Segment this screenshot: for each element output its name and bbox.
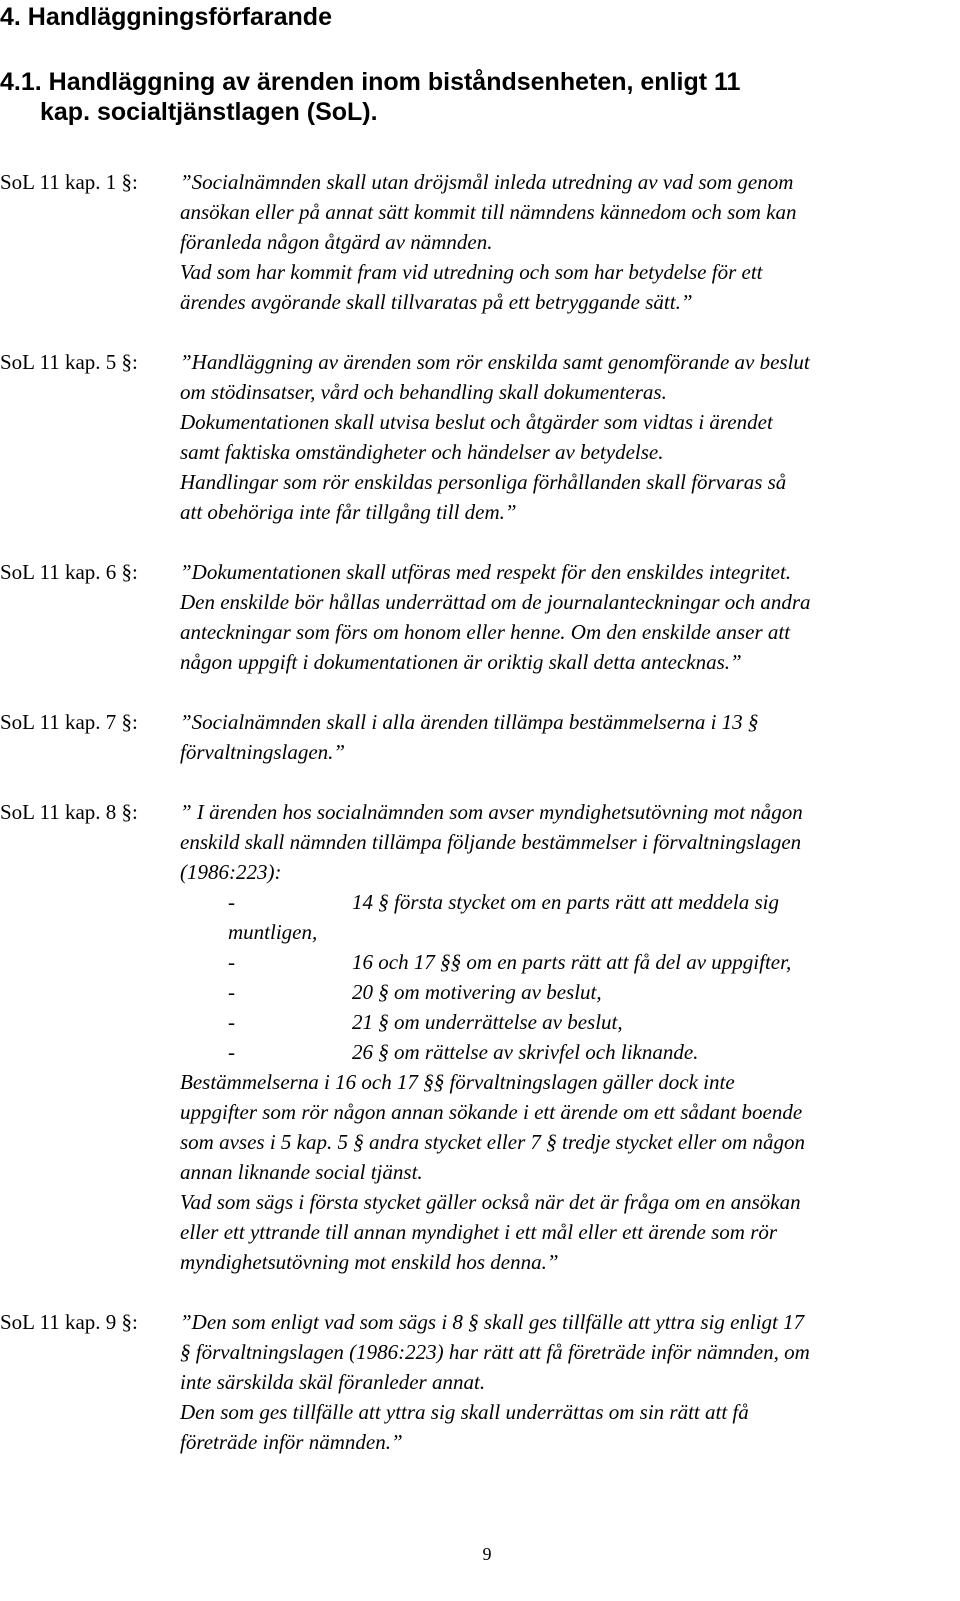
text-line: Den enskilde bör hållas underrättad om de journalanteckningar och andra [180,590,811,614]
text-line: ärendes avgörande skall tillvaratas på ett betryggande sätt.” [180,290,693,314]
subsection-heading [0,67,740,127]
list-dash: - [228,980,235,1004]
text-line: enskild skall nämnden tillämpa följande bestämmelser i förvaltningslagen [180,830,802,854]
list-item [180,947,950,977]
law-text [180,707,950,767]
page-number-text: 9 [482,1544,492,1564]
text-line: Vad som sägs i första stycket gäller också när det är fråga om en ansökan [180,1190,801,1214]
law-text [180,347,950,527]
subsection-heading-line-1: 4.1. Handläggning av ärenden inom biståndsenheten, enligt 11 [0,68,741,96]
text-line: ”Den som enligt vad som sägs i 8 § skall ges tillfälle att yttra sig enligt 17 [180,1310,805,1334]
text-line: som avses i 5 kap. 5 § andra stycket eller 7 § tredje stycket eller om någon [180,1130,805,1154]
law-text [180,167,950,317]
law-text [180,1307,950,1457]
text-line: inte särskilda skäl föranleder annat. [180,1370,486,1394]
law-text [180,797,950,1277]
section-heading: 4. Handläggningsförfarande [0,3,332,31]
text-line: § förvaltningslagen (1986:223) har rätt att få företräde inför nämnden, om [180,1340,810,1364]
text-line: annan liknande social tjänst. [180,1160,423,1184]
list-item-text: 20 § om motivering av beslut, [352,980,602,1004]
list-item [180,1037,950,1067]
list-dash: - [228,950,235,974]
text-line: ”Handläggning av ärenden som rör enskilda samt genomförande av beslut [180,350,810,374]
list-item [180,1007,950,1037]
list-dash: - [228,1010,235,1034]
text-line: Handlingar som rör enskildas personliga förhållanden skall förvaras så [180,470,787,494]
text-line: ”Socialnämnden skall i alla ärenden tillämpa bestämmelserna i 13 § [180,710,759,734]
text-line: ”Dokumentationen skall utföras med respekt för den enskildes integritet. [180,560,792,584]
list-item-continuation: muntligen, [228,920,318,944]
list-item-text: 21 § om underrättelse av beslut, [352,1010,623,1034]
list-item-text: 16 och 17 §§ om en parts rätt att få del av uppgifter, [352,950,792,974]
law-reference: SoL 11 kap. 7 §: [0,710,138,734]
law-reference: SoL 11 kap. 6 §: [0,560,138,584]
text-line: Dokumentationen skall utvisa beslut och åtgärder som vidtas i ärendet [180,410,773,434]
list-dash: - [228,1040,235,1064]
text-line: Bestämmelserna i 16 och 17 §§ förvaltningslagen gäller dock inte [180,1070,735,1094]
text-line: förvaltningslagen.” [180,740,346,764]
list-item-text: 26 § om rättelse av skrivfel och liknande. [352,1040,699,1064]
text-line: någon uppgift i dokumentationen är oriktig skall detta antecknas.” [180,650,742,674]
text-line: ansökan eller på annat sätt kommit till nämndens kännedom och som kan [180,200,797,224]
text-line: samt faktiska omständigheter och händelser av betydelse. [180,440,664,464]
law-reference: SoL 11 kap. 5 §: [0,350,138,374]
text-line: Den som ges tillfälle att yttra sig skall underrättas om sin rätt att få [180,1400,749,1424]
text-line: uppgifter som rör någon annan sökande i ett ärende om ett sådant boende [180,1100,803,1124]
text-line: företräde inför nämnden.” [180,1430,403,1454]
law-reference: SoL 11 kap. 8 §: [0,800,138,824]
law-reference: SoL 11 kap. 9 §: [0,1310,138,1334]
text-line: ” I ärenden hos socialnämnden som avser myndighetsutövning mot någon [180,800,803,824]
text-line: (1986:223): [180,860,282,884]
text-line: om stödinsatser, vård och behandling skall dokumenteras. [180,380,667,404]
text-line: eller ett yttrande till annan myndighet i ett mål eller ett ärende som rör [180,1220,778,1244]
law-reference: SoL 11 kap. 1 §: [0,170,138,194]
law-text [180,557,950,677]
list-item [180,977,950,1007]
text-line: Vad som har kommit fram vid utredning och som har betydelse för ett [180,260,763,284]
text-line: myndighetsutövning mot enskild hos denna.” [180,1250,559,1274]
text-line: ”Socialnämnden skall utan dröjsmål inleda utredning av vad som genom [180,170,794,194]
text-line: föranleda någon åtgärd av nämnden. [180,230,493,254]
list-dash: - [228,890,235,914]
text-line: att obehöriga inte får tillgång till dem.” [180,500,517,524]
list-item [180,887,950,917]
page-number [0,1543,960,1565]
text-line: anteckningar som förs om honom eller henne. Om den enskilde anser att [180,620,791,644]
list-item-text: 14 § första stycket om en parts rätt att meddela sig [352,890,779,914]
subsection-heading-line-2: kap. socialtjänstlagen (SoL). [40,98,378,126]
